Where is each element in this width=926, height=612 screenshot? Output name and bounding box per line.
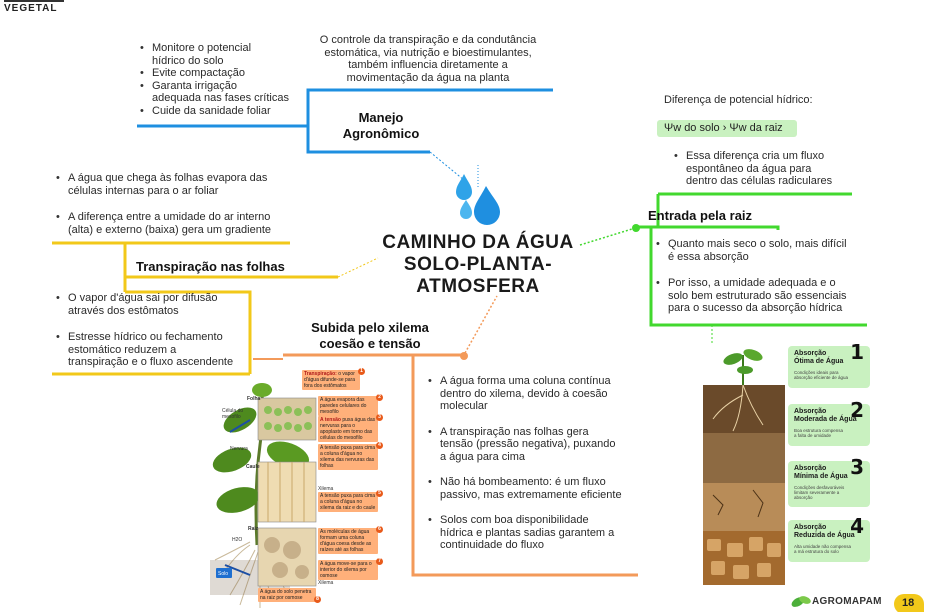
transpiracao-bullet: • A diferença entre a umidade do ar interno (alta) e externo (baixa) gera um gradiente (54, 211, 304, 236)
entrada-bottom-bullets (654, 238, 874, 315)
xilema-bullet: • Não há bombeamento: é um fluxo passivo, mas extremamente eficiente (426, 476, 641, 501)
absorcao-card-1 (788, 340, 870, 388)
label-xilema-raiz: Xilema (318, 580, 334, 586)
footer-brand (790, 590, 926, 612)
callout-7: A água move-se para o interior do xilema por osmose (318, 560, 378, 580)
central-title-line2: SOLO-PLANTA- (403, 254, 553, 275)
xilema-bullets (426, 375, 641, 552)
transpiracao-bullet: • Estresse hídrico ou fechamento estomático reduzem a transpiração e o fluxo ascendente (54, 331, 254, 369)
manejo-bullet: • Evite compactação (138, 67, 308, 80)
callout-number-8: 8 (314, 596, 321, 603)
central-title (368, 232, 588, 298)
label-solo: Solo (218, 571, 229, 577)
soil-illustration (703, 345, 785, 585)
xilema-bullet: • A água forma uma coluna contínua dentro do xilema, devido à coesão molecular (426, 375, 641, 413)
footer-brand-name: AGROMAPAM (812, 596, 882, 607)
brand-top-text: VEGETAL (4, 3, 58, 14)
callout-1: Transpiração: o vapor d'água difunde-se para fora dos estômatos (302, 370, 360, 390)
absorcao-card-title: Absorção Moderada de Água (794, 408, 857, 423)
transpiracao-bullet: • O vapor d'água sai por difusão através dos estômatos (54, 292, 254, 317)
entrada-diff-label: Diferença de potencial hídrico: (664, 94, 813, 106)
transpiracao-title: Transpiração nas folhas (136, 259, 285, 274)
manejo-note: O controle da transpiração e da condutância estomática, via nutrição e bioestimulantes, também influencia diretamente a movimentação da água na planta (319, 34, 537, 84)
label-caule: Caule (246, 464, 260, 470)
absorcao-card-number: 4 (850, 514, 864, 538)
callout-number-3: 3 (376, 414, 383, 421)
transpiracao-top-bullets (54, 172, 304, 236)
callout-4: A tensão puxa para cima a coluna d'água no xilema das nervuras das folhas (318, 444, 378, 470)
absorcao-card-3 (788, 455, 870, 507)
callout-2: A água evapora das paredes celulares do mesofilo (318, 396, 378, 416)
label-h2o: H2O (232, 537, 243, 543)
callout-8: A água do solo penetra na raiz por osmose (258, 588, 316, 602)
water-drops-icon (452, 172, 510, 228)
entrada-formula: Ψw do solo › Ψw da raiz (664, 122, 783, 134)
absorcao-card-desc: Condições desfavoráveis limitam severamente a absorção (794, 485, 845, 500)
manejo-bullet: • Cuide da sanidade foliar (138, 105, 308, 118)
absorcao-card-desc: Boa estrutura compensa a falta de umidade (794, 428, 844, 438)
page-number: 18 (902, 597, 915, 609)
absorcao-card-number: 3 (850, 455, 864, 479)
manejo-title: Manejo Agronômico (342, 110, 420, 141)
absorcao-card-desc: Condições ideais para absorção eficiente de água (794, 370, 849, 380)
label-folha: Folha (247, 396, 261, 402)
leaf-logo-icon (790, 592, 812, 610)
entrada-bullet: • Quanto mais seco o solo, mais difícil é essa absorção (654, 238, 874, 263)
entrada-bullet: • Essa diferença cria um fluxo espontâneo da água para dentro das células radiculares (672, 150, 852, 188)
entrada-top-bullet (672, 150, 852, 188)
central-title-line3: ATMOSFERA (416, 276, 540, 297)
absorcao-card-4 (788, 514, 870, 562)
callout-number-5: 5 (376, 490, 383, 497)
callout-5: A tensão puxa para cima a coluna d'água no xilema da raiz e do caule (318, 492, 378, 512)
label-raiz: Raiz (248, 526, 259, 532)
callout-number-4: 4 (376, 442, 383, 449)
xilema-bullet: • Solos com boa disponibilidade hídrica e plantas sadias garantem a continuidade do fluxo (426, 514, 641, 552)
xilema-title: Subida pelo xilema coesão e tensão (311, 320, 429, 351)
xilema-bullet: • A transpiração nas folhas gera tensão (pressão negativa), puxando a água para cima (426, 426, 641, 464)
manejo-bullet: • Monitore o potencial hídrico do solo (138, 42, 308, 67)
manejo-bullet: • Garanta irrigação adequada nas fases críticas (138, 80, 308, 105)
absorcao-card-title: Absorção Mínima de Água (794, 465, 848, 480)
page-number-badge (894, 594, 924, 612)
callout-number-6: 6 (376, 526, 383, 533)
absorcao-card-number: 1 (850, 340, 864, 364)
callout-number-7: 7 (376, 558, 383, 565)
label-nervura: Nervura (230, 446, 248, 452)
callout-number-2: 2 (376, 394, 383, 401)
callout-number-1: 1 (358, 368, 365, 375)
absorcao-card-2 (788, 398, 870, 446)
entrada-formula-badge (657, 120, 797, 137)
entrada-bullet: • Por isso, a umidade adequada e o solo bem estruturado são essenciais para o sucesso da absorção hídrica (654, 277, 874, 315)
label-xilema-caule: Xilema (318, 486, 334, 492)
entrada-title: Entrada pela raiz (648, 208, 753, 223)
xylem-plant-diagram (210, 360, 410, 612)
manejo-bullets (138, 42, 308, 117)
callout-6: As moléculas de água formam uma coluna d'água coesa desde as raízes até as folhas (318, 528, 378, 554)
transpiracao-bullet: • A água que chega às folhas evapora das células internas para o ar foliar (54, 172, 304, 197)
absorcao-card-title: Absorção Reduzida de Água (794, 524, 855, 539)
transpiracao-bottom-bullets (54, 292, 254, 369)
callout-3: A tensão puxa água das nervuras para o apoplasto em torno das células do mesofilo (318, 416, 378, 442)
absorcao-card-desc: Alta umidade não compensa a má estrutura do solo (794, 544, 852, 554)
central-title-line1: CAMINHO DA ÁGUA (382, 232, 574, 253)
absorcao-card-number: 2 (850, 398, 864, 422)
label-celula-mesofilo: Célula do mesofilo (222, 408, 244, 420)
absorcao-card-title: Absorção Ótima de Água (794, 350, 844, 365)
